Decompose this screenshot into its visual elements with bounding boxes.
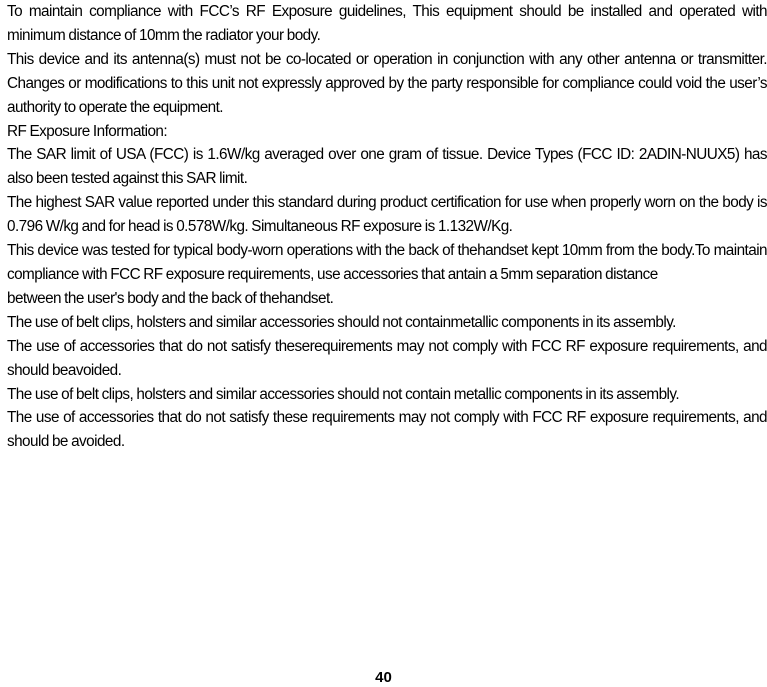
- paragraph-rf-exposure-guidelines: To maintain compliance with FCC’s RF Exposure guidelines, This equipment should be installed and operated with minimum distance of 10mm the radiator your body.: [7, 3, 767, 44]
- paragraph-separation-distance: between the user's body and the back of thehandset.: [7, 289, 334, 307]
- document-page: [7, 0, 767, 454]
- paragraph-accessories-warning: The use of accessories that do not satisfy theserequirements may not comply with FCC RF exposure requirements, and should beavoided.: [7, 337, 767, 379]
- paragraph-belt-clips-warning-repeat: The use of belt clips, holsters and similar accessories should not contain metallic components in its assembly.: [7, 385, 680, 403]
- paragraph-highest-sar-values: The highest SAR value reported under this standard during product certification for use when properly worn on the body is 0.796 W/kg and for head is 0.578W/kg. Simultaneous RF exposure is 1.132W/Kg.: [7, 194, 767, 236]
- paragraph-belt-clips-warning: The use of belt clips, holsters and similar accessories should not containmetallic components in its assembly.: [7, 313, 676, 331]
- paragraph-body-worn-testing: This device was tested for typical body‐worn operations with the back of thehandset kept 10mm from the body.To maintain compliance with FCC RF exposure requirements, use accessories that antain a 5mm separation distance: [7, 242, 767, 283]
- page-number: 40: [375, 669, 392, 686]
- paragraph-accessories-warning-repeat: The use of accessories that do not satisfy these requirements may not comply with FCC RF exposure requirements, and should be avoided.: [7, 409, 767, 451]
- section-heading-rf-exposure-information: RF Exposure Information:: [7, 122, 168, 140]
- paragraph-co-location-warning: This device and its antenna(s) must not be co-located or operation in conjunction with any other antenna or transmitter. Changes or modifications to this unit not expressly approved by the party responsible for compliance could void the user’s authority to operate the equipment.: [7, 50, 767, 116]
- paragraph-sar-limit: The SAR limit of USA (FCC) is 1.6W/kg averaged over one gram of tissue. Device Types (FCC ID: 2ADIN-NUUX5) has also been tested against this SAR limit.: [7, 146, 767, 188]
